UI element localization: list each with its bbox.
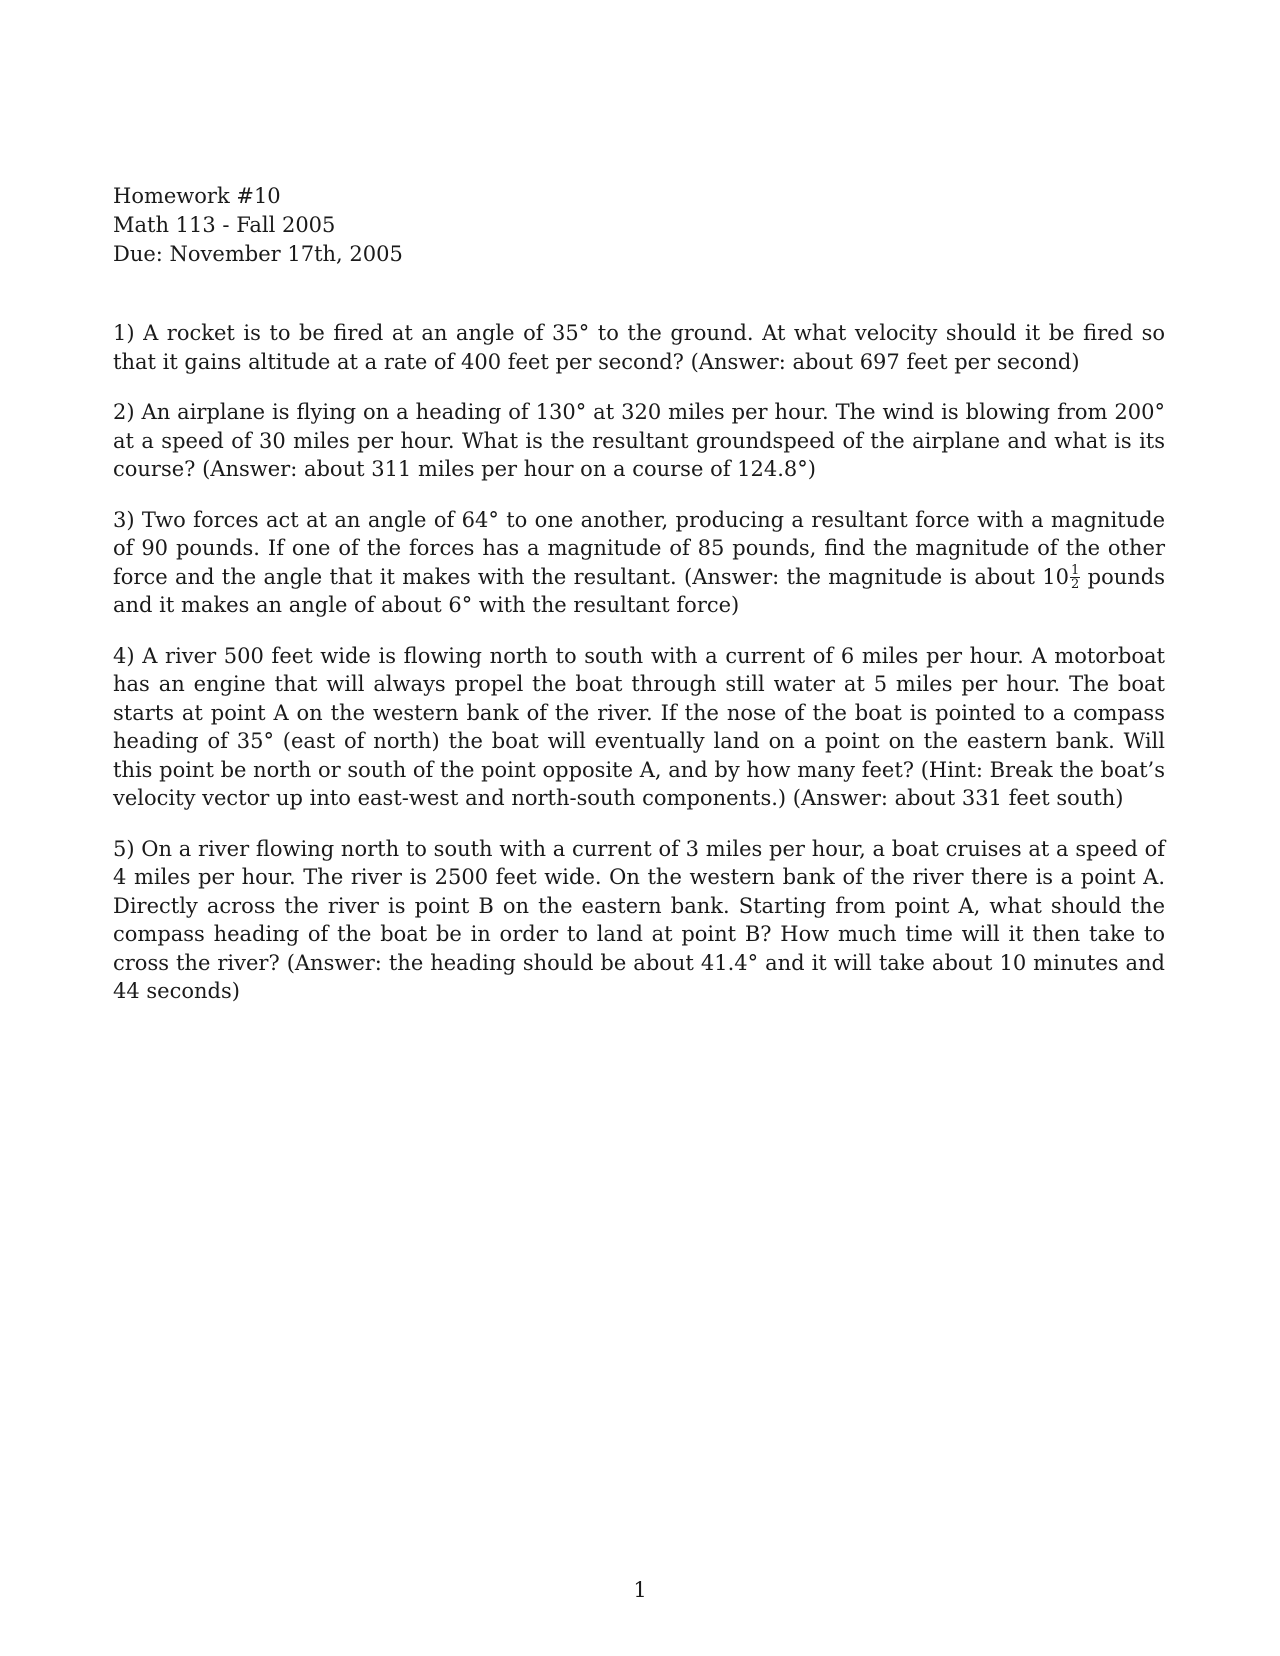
fraction-denominator: 2	[1071, 577, 1080, 593]
homework-title: Homework #10	[113, 184, 281, 208]
fraction-numerator: 1	[1071, 563, 1080, 579]
due-date: Due: November 17th, 2005	[113, 242, 403, 266]
problem-list	[113, 319, 1165, 1028]
page-number: 1	[633, 1578, 647, 1602]
course-name: Math 113 - Fall 2005	[113, 213, 336, 237]
fraction-one-half	[1070, 564, 1080, 591]
problem-1: 1) A rocket is to be fired at an angle of 35° to the ground. At what velocity should it be fired so that it gains altitude at a rate of 400 feet per second? (Answer: about 697 feet per second)	[113, 321, 1165, 374]
problem-5: 5) On a river flowing north to south with a current of 3 miles per hour, a boat cruises at a speed of 4 miles per hour. The river is 2500 feet wide. On the western bank of the river there is a point A. Directly across the river is point B on the eastern bank. Starting from point A, what should the compass heading of the boat be in order to land at point B? How much time will it then take to cross the river? (Answer: the heading should be about 41.4° and it will take about 10 minutes and 44 seconds)	[113, 836, 1165, 1004]
problem-3	[113, 506, 1165, 620]
problem-3-text-after: pounds and it makes an angle of about 6° with the resultant force)	[113, 564, 1166, 618]
document-header	[113, 182, 403, 269]
problem-4: 4) A river 500 feet wide is flowing north to south with a current of 6 miles per hour. A motorboat has an engine that will always propel the boat through still water at 5 miles per hour. The boat starts at point A on the western bank of the river. If the nose of the boat is pointed to a compass heading of 35° (east of north) the boat will eventually land on a point on the eastern bank. Will this point be north or south of the point opposite A, and by how many feet? (Hint: Break the boat’s velocity vector up into east-west and north-south components.) (Answer: about 331 feet south)	[113, 643, 1166, 811]
problem-3-text-before: 3) Two forces act at an angle of 64° to one another, producing a resultant force with a magnitude of 90 pounds. If one of the forces has a magnitude of 85 pounds, find the magnitude of the other force and the angle that it makes with the resultant. (Answer: the magnitude is about 10	[113, 507, 1165, 589]
problem-2: 2) An airplane is flying on a heading of 130° at 320 miles per hour. The wind is blowing from 200° at a speed of 30 miles per hour. What is the resultant groundspeed of the airplane and what is its course? (Answer: about 311 miles per hour on a course of 124.8°)	[113, 400, 1165, 481]
